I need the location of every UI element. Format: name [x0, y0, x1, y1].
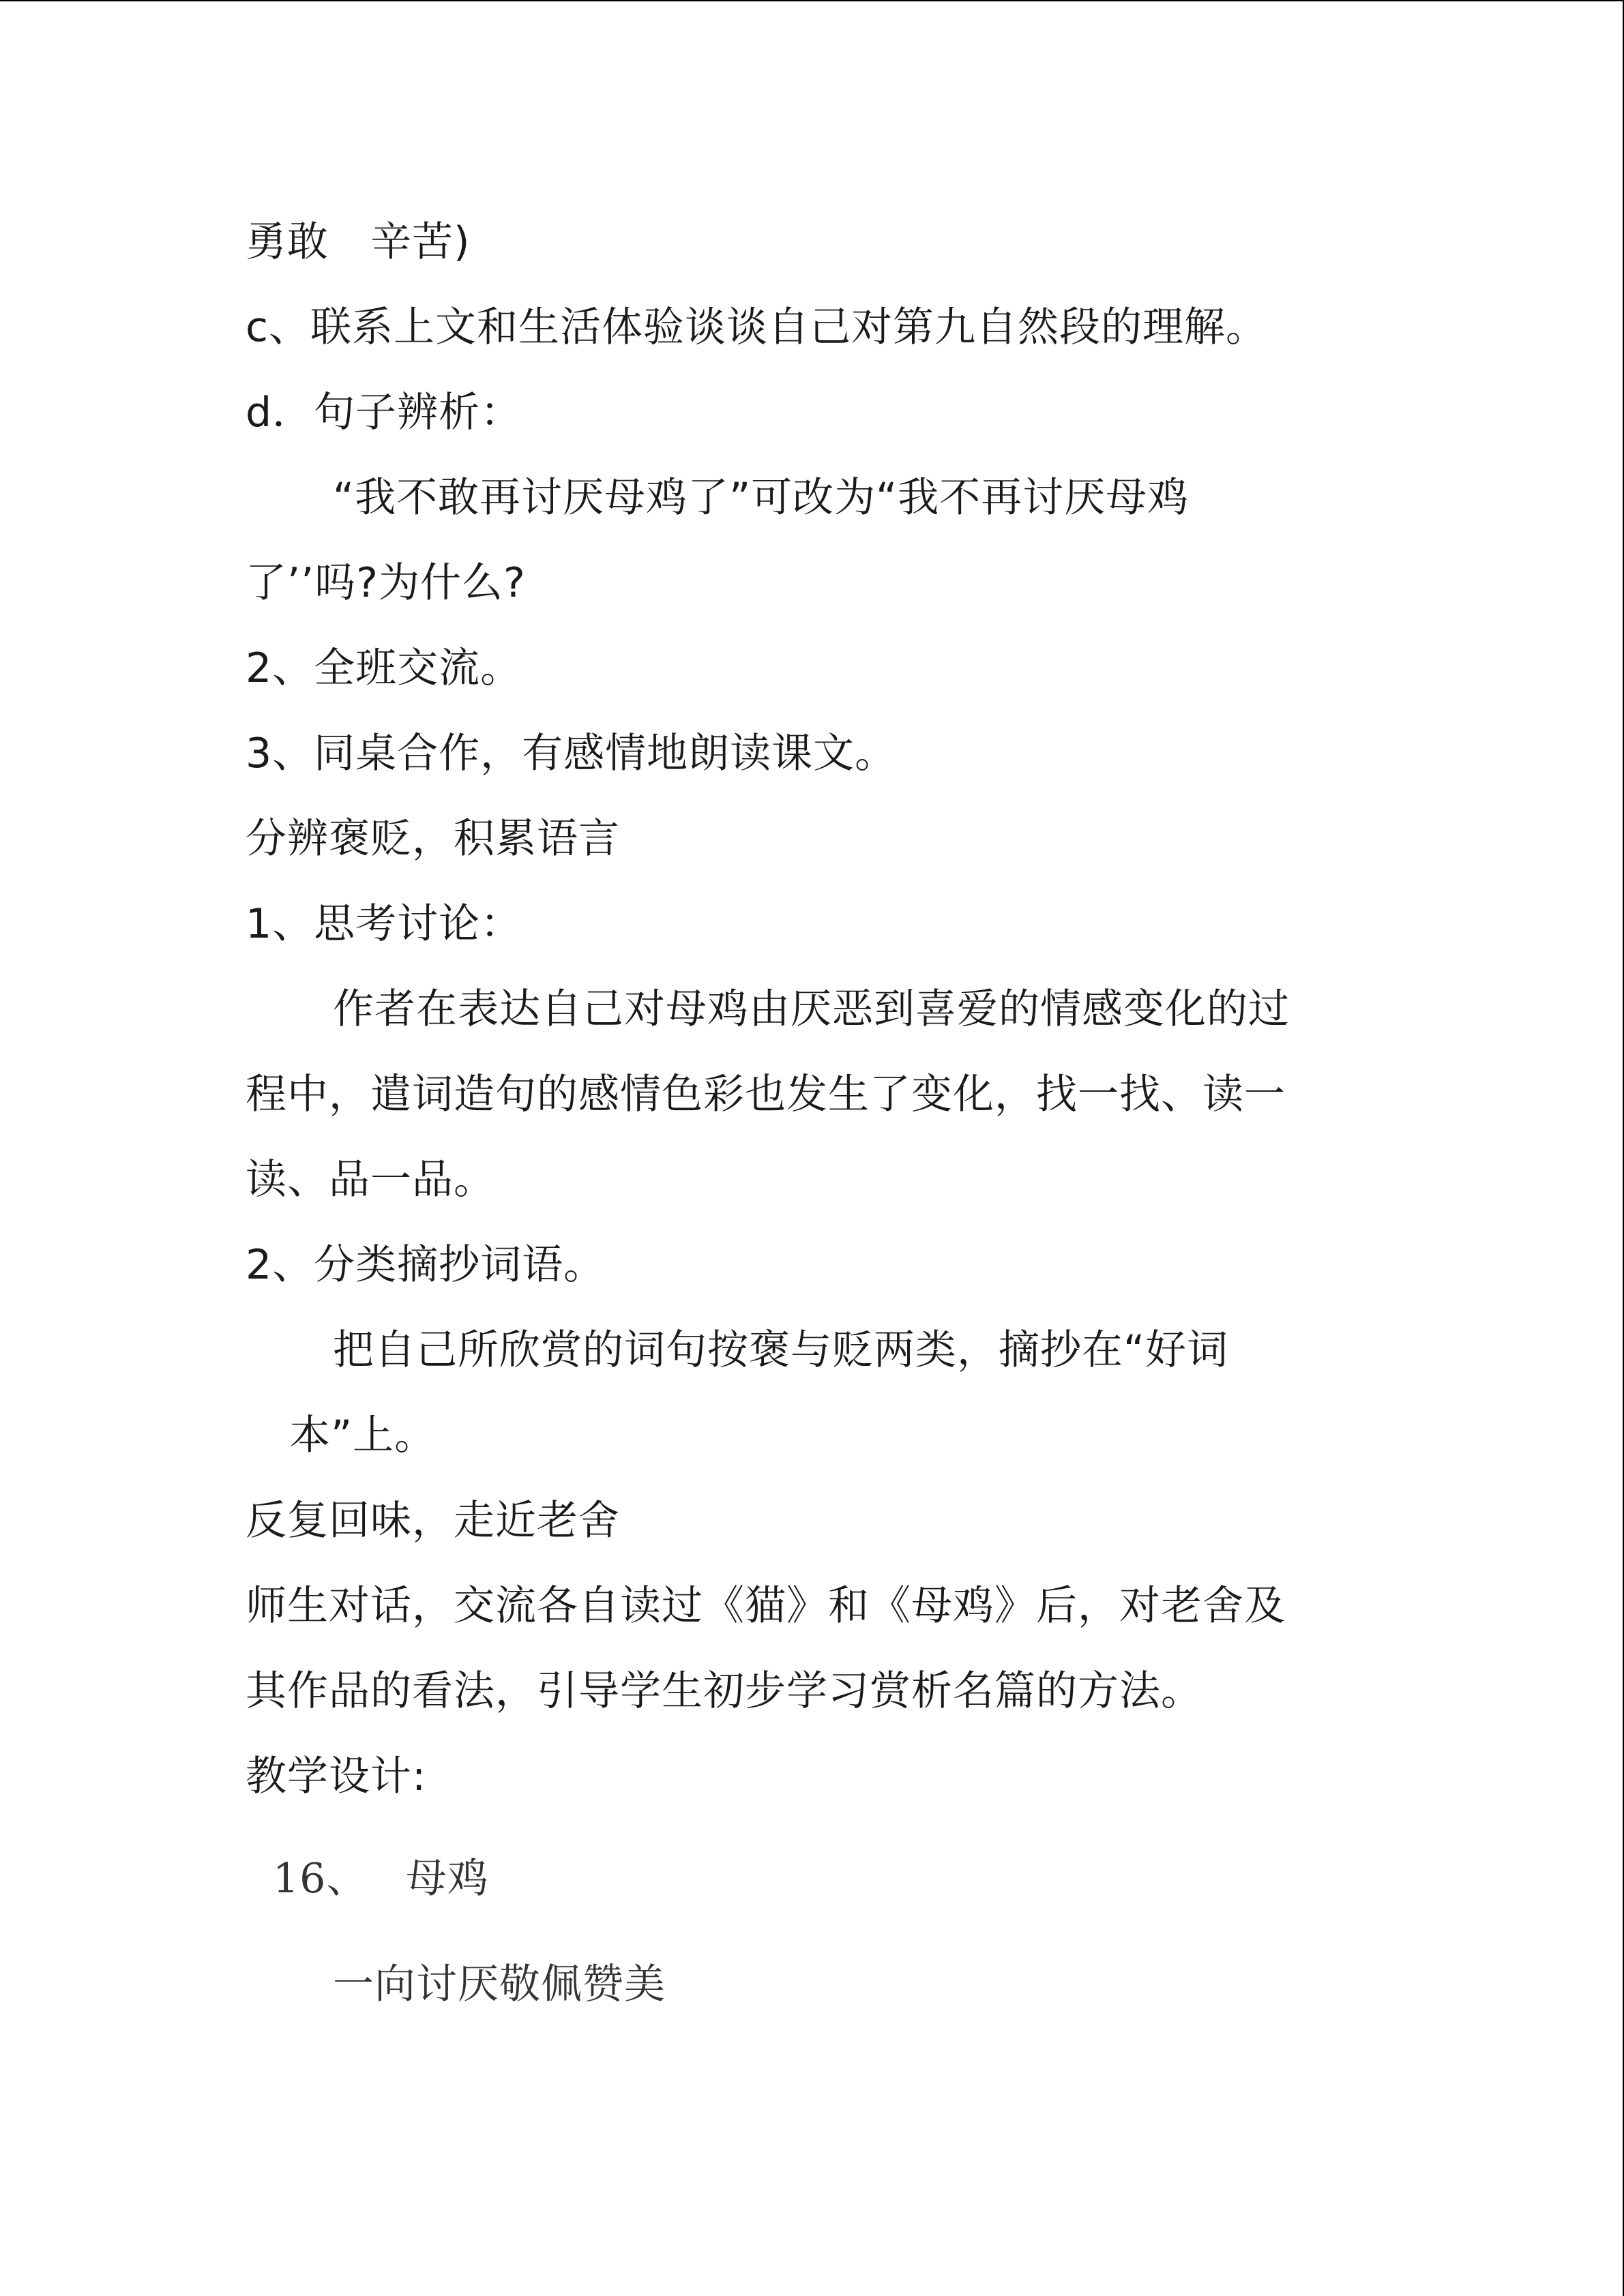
text-line-question: 了’’吗?为什么? [246, 559, 526, 607]
text-line-brave-hard: 勇敢 辛苦) [246, 218, 471, 266]
text-line-dialogue-2: 其作品的看法，引导学生初步学习赏析名篇的方法。 [246, 1667, 1202, 1715]
section-heading-teaching-design: 教学设计: [246, 1753, 427, 1800]
text-line-task-c: c、联系上文和生活体验谈谈自己对第九自然段的理解。 [246, 303, 1267, 351]
text-line-step-2: 2、全班交流。 [246, 644, 522, 692]
text-line-author-1: 作者在表达自己对母鸡由厌恶到喜爱的情感变化的过 [333, 985, 1290, 1033]
text-line-step-3: 3、同桌合作，有感情地朗读课文。 [246, 730, 897, 777]
text-line-quote: “我不敢再讨厌母鸡了”可改为“我不再讨厌母鸡 [333, 474, 1190, 522]
text-line-author-3: 读、品一品。 [246, 1156, 495, 1204]
board-title: 母鸡 [406, 1855, 489, 1903]
board-emotion-flow: 一向讨厌敬佩赞美 [333, 1960, 666, 2008]
text-line-discussion: 1、思考讨论： [246, 900, 522, 948]
text-line-copy-words: 2、分类摘抄词语。 [246, 1241, 606, 1289]
board-title-number: 16、 [273, 1855, 368, 1903]
section-heading-praise-criticism: 分辨褒贬，积累语言 [246, 815, 620, 863]
text-line-dialogue-1: 师生对话，交流各自读过《猫》和《母鸡》后，对老舍及 [246, 1582, 1286, 1630]
text-line-notebook-1: 把自己所欣赏的词句按褒与贬两类，摘抄在“好词 [333, 1326, 1229, 1374]
section-heading-laoshe: 反复回味，走近老舍 [246, 1497, 620, 1545]
text-line-notebook-2: 本”上。 [289, 1412, 437, 1459]
text-line-author-2: 程中，遣词造句的感情色彩也发生了变化，找一找、读一 [246, 1071, 1286, 1118]
text-line-task-d: d．句子辨析： [246, 389, 522, 436]
